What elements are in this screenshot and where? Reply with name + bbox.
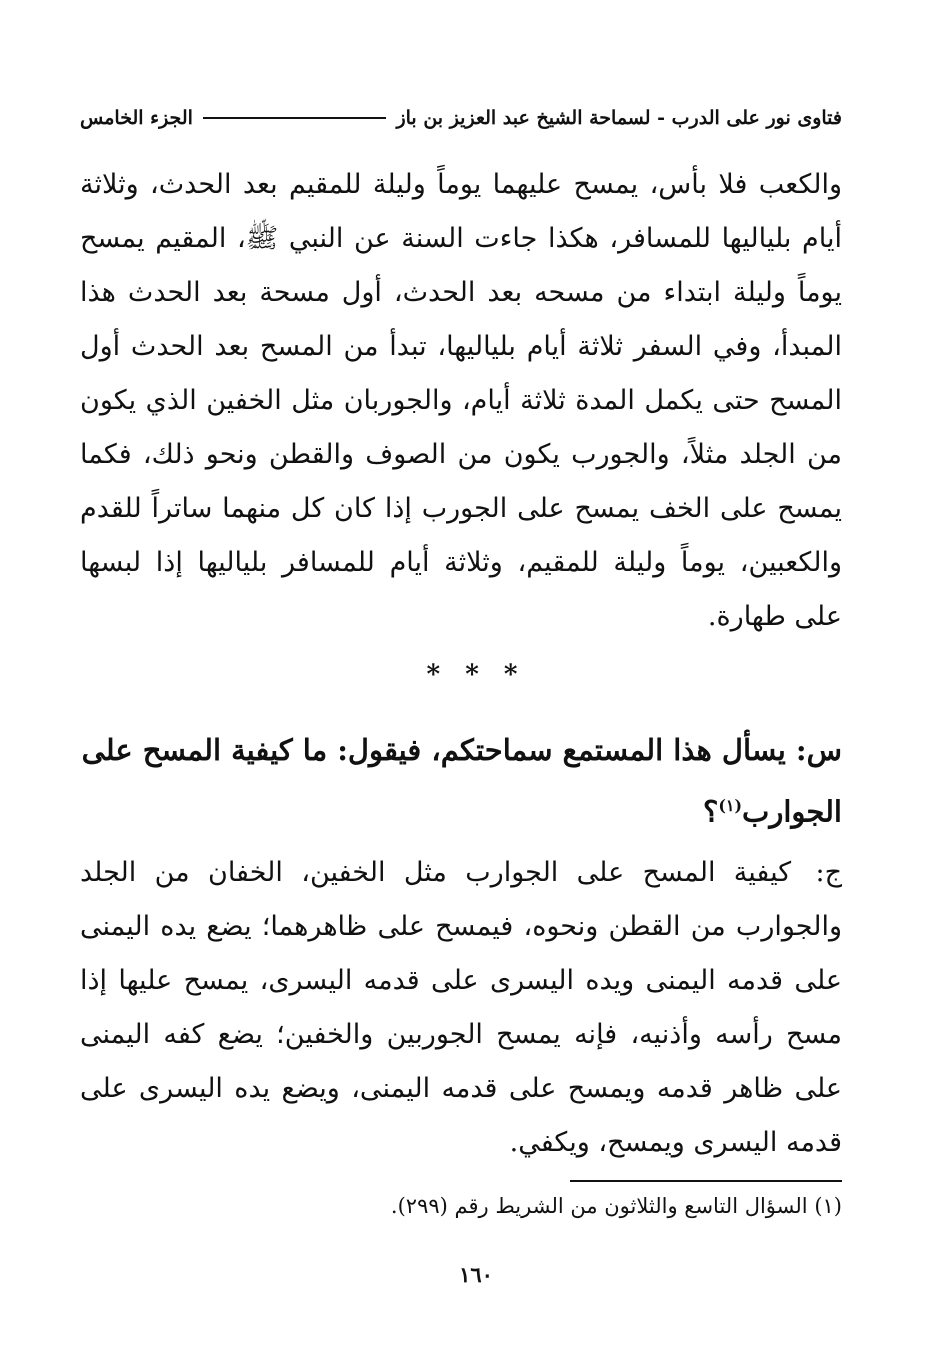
question-block [80, 722, 842, 840]
book-title: فتاوى نور على الدرب - لسماحة الشيخ عبد العزيز بن باز [396, 107, 842, 129]
question-prefix: س: [795, 733, 842, 767]
running-header [80, 100, 842, 136]
volume-label: الجزء الخامس [80, 107, 193, 129]
footnote-rule [570, 1180, 842, 1182]
header-rule [203, 117, 387, 119]
answer-text: كيفية المسح على الجوارب مثل الخفين، الخفان من الجلد والجوارب من القطن ونحوه، فيمسح على ظاهرهما؛ يضع يده اليمنى على قدمه اليمنى ويده اليسرى على قدمه اليسرى، يمسح عليها إذا مسح رأسه وأذنيه، فإنه يمسح الجوربين والخفين؛ يضع كفه اليمنى على ظاهر قدمه ويمسح على قدمه اليمنى، ويضع يده اليسرى على قدمه اليسرى ويمسح، ويكفي. [80, 857, 843, 1158]
answer-block [80, 846, 842, 1170]
footnote-text: السؤال التاسع والثلاثون من الشريط رقم (٢٩٩). [390, 1194, 808, 1218]
section-separator: * * * [426, 660, 526, 690]
answer-prefix: ج: [815, 857, 842, 888]
paragraph-continuation: والكعب فلا بأس، يمسح عليهما يوماً وليلة للمقيم بعد الحدث، وثلاثة أيام بلياليها للمسافر، هكذا جاءت السنة عن النبي ﷺ، المقيم يمسح يوماً وليلة ابتداء من مسحه بعد الحدث، أول مسحة بعد الحدث هذا المبدأ، وفي السفر ثلاثة أيام بلياليها، تبدأ من المسح بعد الحدث أول المسح حتى يكمل المدة ثلاثة أيام، والجوربان مثل الخفين الذي يكون من الجلد مثلاً، والجورب يكون من الصوف والقطن ونحو ذلك، فكما يمسح على الخف يمسح على الجورب إذا كان كل منهما ساتراً للقدم والكعبين، يوماً وليلة للمقيم، وثلاثة أيام للمسافر بلياليها إذا لبسها على طهارة. [80, 169, 842, 632]
footnote-reference: (١) [718, 796, 743, 815]
question-mark: ؟ [702, 794, 719, 829]
question-text: يسأل هذا المستمع سماحتكم، فيقول: ما كيفية المسح على الجوارب [81, 733, 842, 829]
footnote [80, 1186, 842, 1226]
page-number: ١٦٠ [459, 1262, 493, 1287]
footnote-marker: (١) [814, 1194, 842, 1218]
